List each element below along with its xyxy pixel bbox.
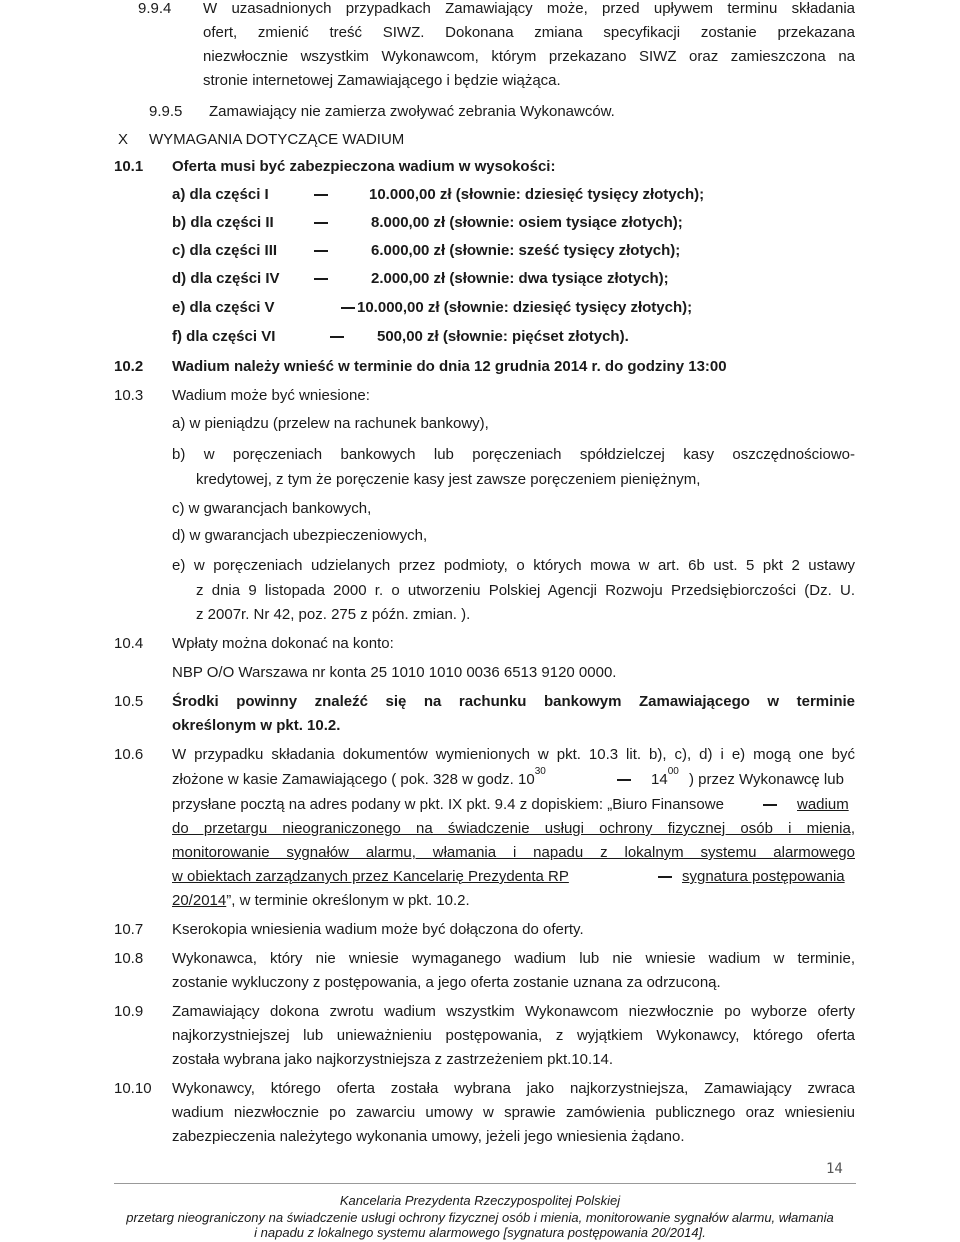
- section-number: 9.9.4: [138, 0, 172, 17]
- paragraph-line: W uzasadnionych przypadkach Zamawiający może, przed upływem terminu składania: [203, 0, 855, 17]
- part-amount: 8.000,00 zł (słownie: osiem tysiące złotych);: [371, 214, 683, 231]
- paragraph-line: niezwłocznie wszystkim Wykonawcom, którym przekazano SIWZ oraz zamieszczona na: [203, 48, 855, 65]
- text: 14: [651, 771, 668, 788]
- part-amount: 10.000,00 zł (słownie: dziesięć tysięcy złotych);: [369, 186, 705, 203]
- paragraph-line: stronie internetowej Zamawiającego i będzie wiążąca.: [203, 72, 561, 89]
- text: ”, w terminie określonym w pkt. 10.2.: [226, 892, 470, 909]
- part-amount: 2.000,00 zł (słownie: dwa tysiące złotych);: [371, 270, 669, 287]
- underlined-text: wadium: [797, 796, 849, 813]
- paragraph-line: Wpłaty można dokonać na konto:: [172, 635, 394, 652]
- paragraph-line: zabezpieczenia należytego wykonania umowy, jeżeli jego wniesienia żądano.: [172, 1128, 685, 1145]
- section-number: 10.7: [114, 921, 144, 938]
- list-item: c) w gwarancjach bankowych,: [172, 500, 372, 517]
- paragraph-line: Wadium należy wnieść w terminie do dnia 12 grudnia 2014 r. do godziny 13:00: [172, 358, 727, 375]
- part-label: e) dla części V: [172, 299, 275, 316]
- dash: [617, 779, 631, 781]
- footer-line: Kancelaria Prezydenta Rzeczypospolitej Polskiej: [339, 1193, 621, 1208]
- list-item: b) w poręczeniach bankowych lub poręczeniach spółdzielczej kasy oszczędnościowo-: [172, 446, 855, 463]
- bank-account: NBP O/O Warszawa nr konta 25 1010 1010 0036 6513 9120 0000.: [172, 664, 617, 681]
- paragraph-line: Zamawiający nie zamierza zwoływać zebrania Wykonawców.: [209, 103, 615, 120]
- dash: [658, 876, 672, 878]
- dash: [763, 804, 777, 806]
- paragraph-line: ) przez Wykonawcę lub: [689, 771, 844, 788]
- page-number: 14: [826, 1161, 843, 1177]
- section-number: 10.3: [114, 387, 144, 404]
- dash: [341, 307, 355, 309]
- part-label: c) dla części III: [172, 242, 278, 259]
- footer-line: przetarg nieograniczony na świadczenie usługi ochrony fizycznej osób i mienia, monitorowanie sygnałów alarmu, włamania: [126, 1210, 834, 1225]
- paragraph-line: najkorzystniejszej lub unieważnieniu postępowania, z wyjątkiem Wykonawcy, którego oferta: [172, 1027, 855, 1044]
- part-amount: 10.000,00 zł (słownie: dziesięć tysięcy złotych);: [357, 299, 693, 316]
- dash: [314, 194, 328, 196]
- underlined-text: w obiektach zarządzanych przez Kancelarię Prezydenta RP: [172, 868, 569, 885]
- dash: [314, 222, 328, 224]
- dash: [314, 250, 328, 252]
- underlined-text: monitorowanie sygnałów alarmu, włamania i napadu z lokalnym systemu alarmowego: [172, 844, 855, 861]
- section-number: 10.6: [114, 746, 144, 763]
- paragraph-line: Wykonawca, który nie wniesie wymaganego wadium lub nie wniesie wadium w terminie,: [172, 950, 855, 967]
- section-number: 10.5: [114, 693, 144, 710]
- dash: [330, 336, 344, 338]
- list-item: z dnia 9 listopada 2000 r. o utworzeniu Polskiej Agencji Rozwoju Przedsiębiorczości (Dz. U.: [196, 582, 855, 599]
- text: złożone w kasie Zamawiającego ( pok. 328 w godz. 10: [172, 771, 535, 788]
- section-number: 9.9.5: [149, 103, 183, 120]
- superscript: 30: [534, 766, 546, 777]
- underlined-text: 20/2014: [172, 892, 227, 909]
- list-item: d) w gwarancjach ubezpieczeniowych,: [172, 527, 428, 544]
- paragraph-line: Kserokopia wniesienia wadium może być dołączona do oferty.: [172, 921, 584, 938]
- paragraph-line: Środki powinny znaleźć się na rachunku bankowym Zamawiającego w terminie: [172, 693, 855, 710]
- part-label: b) dla części II: [172, 214, 274, 231]
- section-number: 10.1: [114, 158, 144, 175]
- chapter-title: WYMAGANIA DOTYCZĄCE WADIUM: [149, 131, 405, 148]
- paragraph-line: ofert, zmienić treść SIWZ. Dokonana zmiana specyfikacji zostanie przekazana: [203, 24, 855, 41]
- list-item: a) w pieniądzu (przelew na rachunek bankowy),: [172, 415, 489, 432]
- paragraph-line: została wybrana jako najkorzystniejsza z zastrzeżeniem pkt.10.14.: [172, 1051, 614, 1068]
- section-number: 10.10: [114, 1080, 152, 1097]
- footer-line: i napadu z lokalnego systemu alarmowego [sygnatura postępowania 20/2014].: [254, 1225, 706, 1240]
- dash: [314, 278, 328, 280]
- paragraph-line: Oferta musi być zabezpieczona wadium w wysokości:: [172, 158, 556, 175]
- part-label: a) dla części I: [172, 186, 269, 203]
- paragraph-line: przysłane pocztą na adres podany w pkt. IX pkt. 9.4 z dopiskiem: „Biuro Finansowe: [172, 796, 724, 813]
- part-label: f) dla części VI: [172, 328, 276, 345]
- paragraph-line: [651, 766, 679, 788]
- list-item: kredytowej, z tym że poręczenie kasy jest zawsze poręczeniem pieniężnym,: [196, 471, 701, 488]
- paragraph-line: Wadium może być wniesione:: [172, 387, 370, 404]
- section-number: 10.4: [114, 635, 144, 652]
- section-number: 10.9: [114, 1003, 144, 1020]
- chapter-number: X: [118, 131, 129, 148]
- paragraph-line: Zamawiający dokona zwrotu wadium wszystkim Wykonawcom niezwłocznie po wyborze oferty: [172, 1003, 855, 1020]
- paragraph-line: wadium niezwłocznie po zawarciu umowy w sprawie zamówienia publicznego oraz wniesieniu: [172, 1104, 855, 1121]
- paragraph-line: W przypadku składania dokumentów wymienionych w pkt. 10.3 lit. b), c), d) i e) mogą one być: [172, 746, 855, 763]
- underlined-text: sygnatura postępowania: [682, 868, 845, 885]
- list-item: e) w poręczeniach udzielanych przez podmioty, o których mowa w art. 6b ust. 5 pkt 2 ustawy: [172, 557, 855, 574]
- superscript: 00: [667, 766, 679, 777]
- paragraph-line: zostanie wykluczony z postępowania, a jego oferta zostanie uznana za odrzuconą.: [172, 974, 721, 991]
- part-label: d) dla części IV: [172, 270, 280, 287]
- footer-divider: [114, 1183, 856, 1184]
- section-number: 10.8: [114, 950, 144, 967]
- part-amount: 6.000,00 zł (słownie: sześć tysięcy złotych);: [371, 242, 681, 259]
- part-amount: 500,00 zł (słownie: pięćset złotych).: [377, 328, 629, 345]
- paragraph-line: [172, 766, 546, 788]
- underlined-text: do przetargu nieograniczonego na świadczenie usługi ochrony fizycznej osób i mienia,: [172, 820, 855, 837]
- list-item: z 2007r. Nr 42, poz. 275 z późn. zmian. ).: [196, 606, 471, 623]
- paragraph-line: określonym w pkt. 10.2.: [172, 717, 341, 734]
- paragraph-line: [172, 892, 470, 909]
- paragraph-line: Wykonawcy, którego oferta została wybrana jako najkorzystniejsza, Zamawiający zwraca: [172, 1080, 855, 1097]
- section-number: 10.2: [114, 358, 144, 375]
